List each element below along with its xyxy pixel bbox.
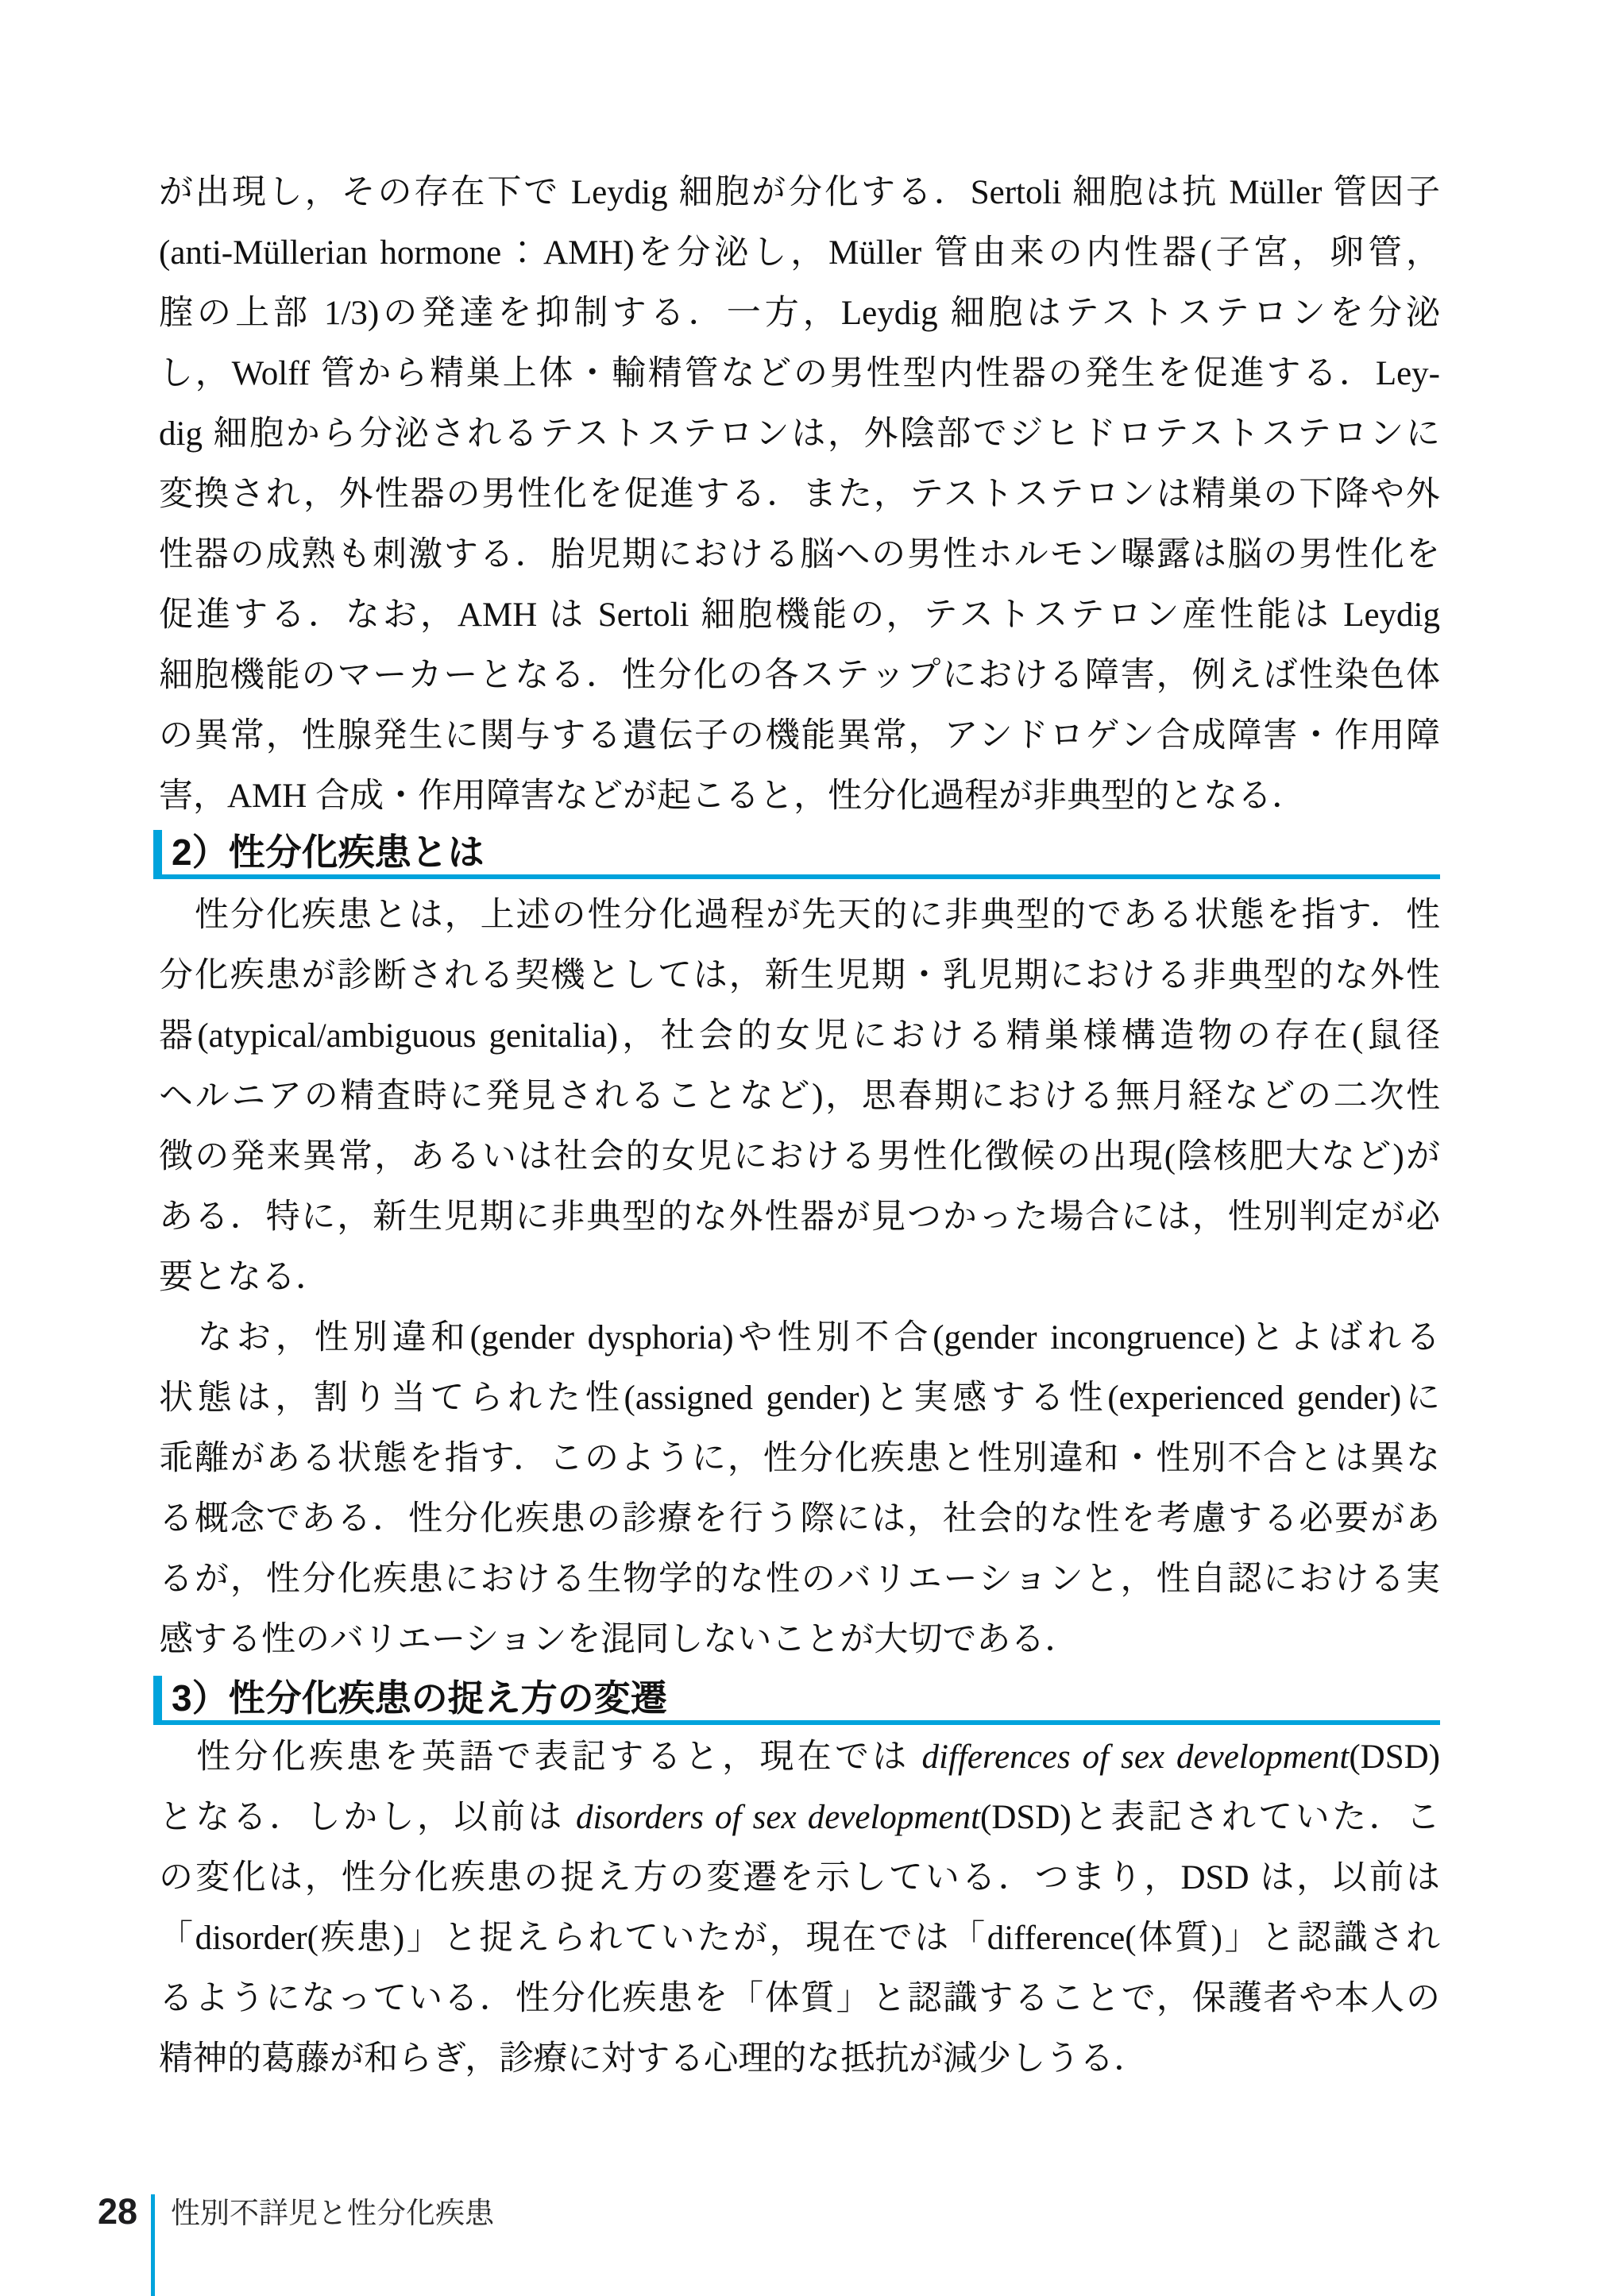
paragraph-dsd-definition <box>159 886 1440 1308</box>
text-line: が出現し，その存在下で Leydig 細胞が分化する．Sertoli 細胞は抗 Müller 管因子 <box>159 174 1440 211</box>
text-line: なお，性別違和(gender dysphoria)や性別不合(gender incongruence)とよばれる <box>159 1319 1440 1356</box>
heading-accent-bar <box>153 830 162 874</box>
footer-rule <box>151 2194 155 2296</box>
text-line: 害，AMH 合成・作用障害などが起こると，性分化過程が非典型的となる． <box>159 778 1307 815</box>
text-line: 乖離がある状態を指す．このように，性分化疾患と性別違和・性別不合とは異な <box>159 1440 1440 1477</box>
text-line: 分化疾患が診断される契機としては，新生児期・乳児期における非典型的な外性 <box>159 957 1440 994</box>
section-heading-3 <box>153 1676 1440 1725</box>
text-line: (anti-Müllerian hormone：AMH)を分泌し，Müller 管由来の内性器(子宮，卵管， <box>159 234 1440 272</box>
text-line: 促進する．なお，AMH は Sertoli 細胞機能の，テストステロン産性能は Leydig <box>159 596 1440 634</box>
paragraph-dsd-terminology-change <box>159 1727 1440 2090</box>
page-number: 28 <box>98 2191 138 2232</box>
text-line: るようになっている．性分化疾患を「体質」と認識することで，保護者や本人の <box>159 1980 1440 2017</box>
text-line: 精神的葛藤が和らぎ，診療に対する心理的な抵抗が減少しうる． <box>159 2040 1149 2078</box>
text-line: の異常，性腺発生に関与する遺伝子の機能異常，アンドロゲン合成障害・作用障 <box>159 717 1440 754</box>
text-line: 徴の発来異常，あるいは社会的女児における男性化徴候の出現(陰核肥大など)が <box>159 1138 1440 1175</box>
text-line: 細胞機能のマーカーとなる．性分化の各ステップにおける障害，例えば性染色体 <box>159 657 1440 694</box>
text-line: 感する性のバリエーションを混同しないことが大切である． <box>159 1621 1079 1658</box>
text-line: 要となる． <box>159 1259 330 1296</box>
page-content <box>159 163 1440 2090</box>
text-line: ヘルニアの精査時に発見されることなど)，思春期における無月経などの二次性 <box>159 1078 1440 1115</box>
text-line: ある．特に，新生児期に非典型的な外性器が見つかった場合には，性別判定が必 <box>159 1198 1440 1236</box>
text-line: 性分化疾患とは，上述の性分化過程が先天的に非典型的である状態を指す．性 <box>159 897 1440 934</box>
paragraph-gender-dysphoria <box>159 1308 1440 1670</box>
section-heading-2-text: 2）性分化疾患とは <box>172 832 485 873</box>
text-line: る概念である．性分化疾患の診療を行う際には，社会的な性を考慮する必要があ <box>159 1500 1440 1538</box>
text-line: 状態は，割り当てられた性(assigned gender)と実感する性(experienced gender)に <box>159 1380 1440 1417</box>
footer-chapter-title: 性別不詳児と性分化疾患 <box>171 2197 494 2229</box>
heading-accent-bar <box>153 1676 162 1720</box>
text-line: dig 細胞から分泌されるテストステロンは，外陰部でジヒドロテストステロンに <box>159 415 1440 453</box>
section-heading-3-text: 3）性分化疾患の捉え方の変遷 <box>172 1677 667 1719</box>
text-line: 「disorder(疾患)」と捉えられていたが，現在では「difference(体質)」と認識され <box>159 1920 1440 1957</box>
text-line: 器(atypical/ambiguous genitalia)，社会的女児における精巣様構造物の存在(鼠径 <box>159 1017 1440 1055</box>
text-line: 性分化疾患を英語で表記すると，現在では differences of sex development(DSD) <box>159 1738 1440 1776</box>
text-line: の変化は，性分化疾患の捉え方の変遷を示している．つまり，DSD は，以前は <box>159 1859 1440 1897</box>
text-line: 腟の上部 1/3)の発達を抑制する．一方，Leydig 細胞はテストステロンを分泌 <box>159 295 1440 332</box>
text-line: 性器の成熟も刺激する．胎児期における脳への男性ホルモン曝露は脳の男性化を <box>159 536 1440 573</box>
text-line: るが，性分化疾患における生物学的な性のバリエーションと，性自認における実 <box>159 1561 1440 1598</box>
text-line: となる．しかし，以前は disorders of sex development(DSD)と表記されていた．こ <box>159 1799 1440 1836</box>
text-line: し，Wolff 管から精巣上体・輸精管などの男性型内性器の発生を促進する．Ley- <box>159 355 1440 392</box>
text-line: 変換され，外性器の男性化を促進する．また，テストステロンは精巣の下降や外 <box>159 476 1440 513</box>
paragraph-sex-differentiation-process <box>159 163 1440 827</box>
section-heading-2 <box>153 830 1440 879</box>
